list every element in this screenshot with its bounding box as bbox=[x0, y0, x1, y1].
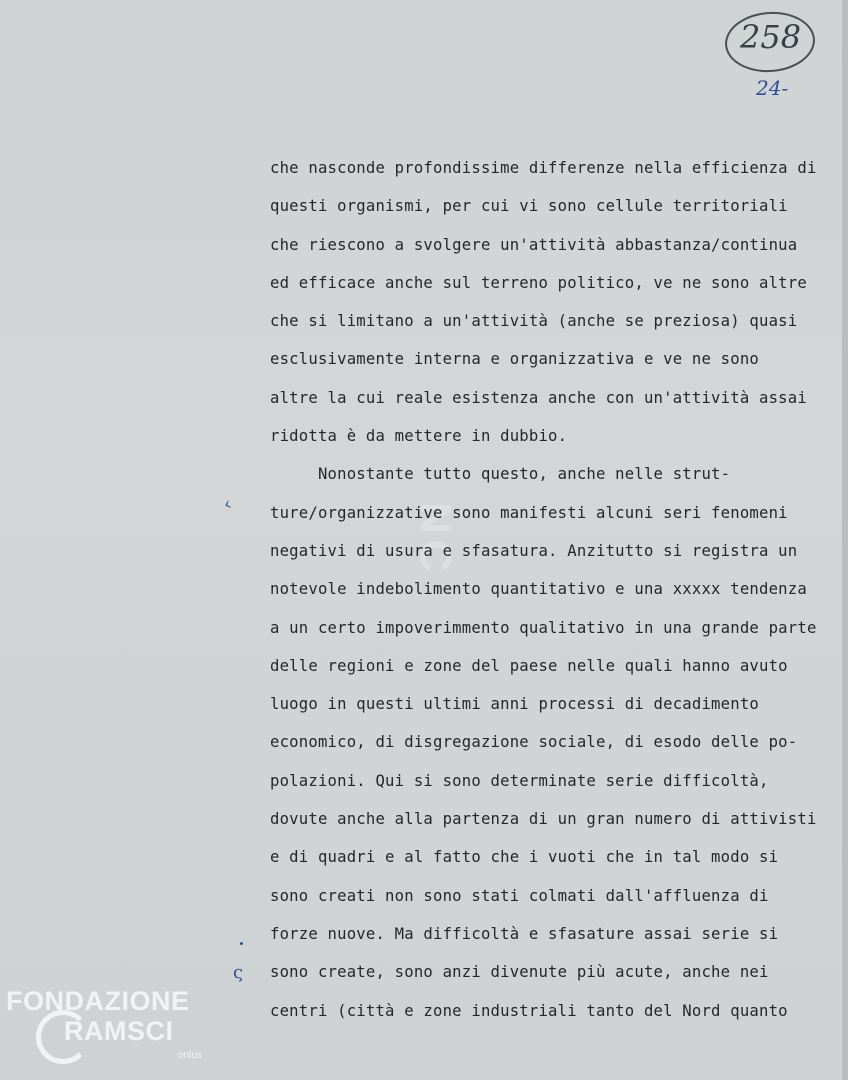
text-line: che riescono a svolgere un'attività abbastanza/continua bbox=[270, 235, 798, 254]
text-line: Nonostante tutto questo, anche nelle strut- bbox=[270, 465, 731, 484]
text-line: che nasconde profondissime differenze nella efficienza di bbox=[270, 159, 817, 177]
text-line: economico, di disgregazione sociale, di esodo delle po- bbox=[270, 733, 798, 752]
fondazione-gramsci-logo bbox=[6, 986, 216, 1076]
text-line: ridotta è da mettere in dubbio. bbox=[270, 427, 568, 446]
margin-annotation-2: ς bbox=[233, 962, 244, 983]
watermark: NC bbox=[411, 502, 460, 578]
text-line: notevole indebolimento quantitativo e una xxxxx tendenza bbox=[270, 580, 807, 599]
text-line: negativi di usura e sfasatura. Anzitutto si registra un bbox=[270, 541, 798, 560]
text-line: sono creati non sono stati colmati dall'affluenza di bbox=[270, 886, 769, 905]
text-line: forze nuove. Ma difficoltà e sfasature assai serie si bbox=[270, 924, 779, 943]
text-line: polazioni. Qui si sono determinate serie difficoltà, bbox=[270, 771, 769, 790]
text-line: esclusivamente interna e organizzativa e ve ne sono bbox=[270, 350, 759, 369]
text-line: centri (città e zone industriali tanto del Nord quanto bbox=[270, 1001, 788, 1020]
text-line: ture/organizzative sono manifesti alcuni seri fenomeni bbox=[270, 503, 788, 522]
text-line: sono create, sono anzi divenute più acute, anche nei bbox=[270, 963, 769, 982]
text-line: luogo in questi ultimi anni processi di decadimento bbox=[270, 695, 759, 714]
text-line: delle regioni e zone del paese nelle quali hanno avuto bbox=[270, 656, 788, 675]
text-line: a un certo impoverimmento qualitativo in una grande parte bbox=[270, 618, 817, 637]
text-line: altre la cui reale esistenza anche con un'attività assai bbox=[270, 388, 807, 407]
text-line: che si limitano a un'attività (anche se preziosa) quasi bbox=[270, 312, 798, 331]
folio-number: 258 bbox=[740, 18, 802, 56]
text-line: ed efficace anche sul terreno politico, ve ne sono altre bbox=[270, 273, 807, 292]
page-number: 24- bbox=[756, 76, 789, 100]
logo-suffix: onlus bbox=[178, 1050, 202, 1061]
text-line: questi organismi, per cui vi sono cellule territoriali bbox=[270, 197, 788, 216]
margin-annotation-1: ‹ bbox=[220, 493, 235, 516]
typed-text-body bbox=[270, 155, 845, 1036]
text-line: dovute anche alla partenza di un gran numero di attivisti bbox=[270, 810, 817, 829]
margin-dot bbox=[240, 942, 243, 945]
logo-text-line1: FONDAZIONE bbox=[6, 986, 190, 1016]
text-line: e di quadri e al fatto che i vuoti che in tal modo si bbox=[270, 848, 779, 867]
logo-text-line2: RAMSCI bbox=[64, 1016, 174, 1046]
